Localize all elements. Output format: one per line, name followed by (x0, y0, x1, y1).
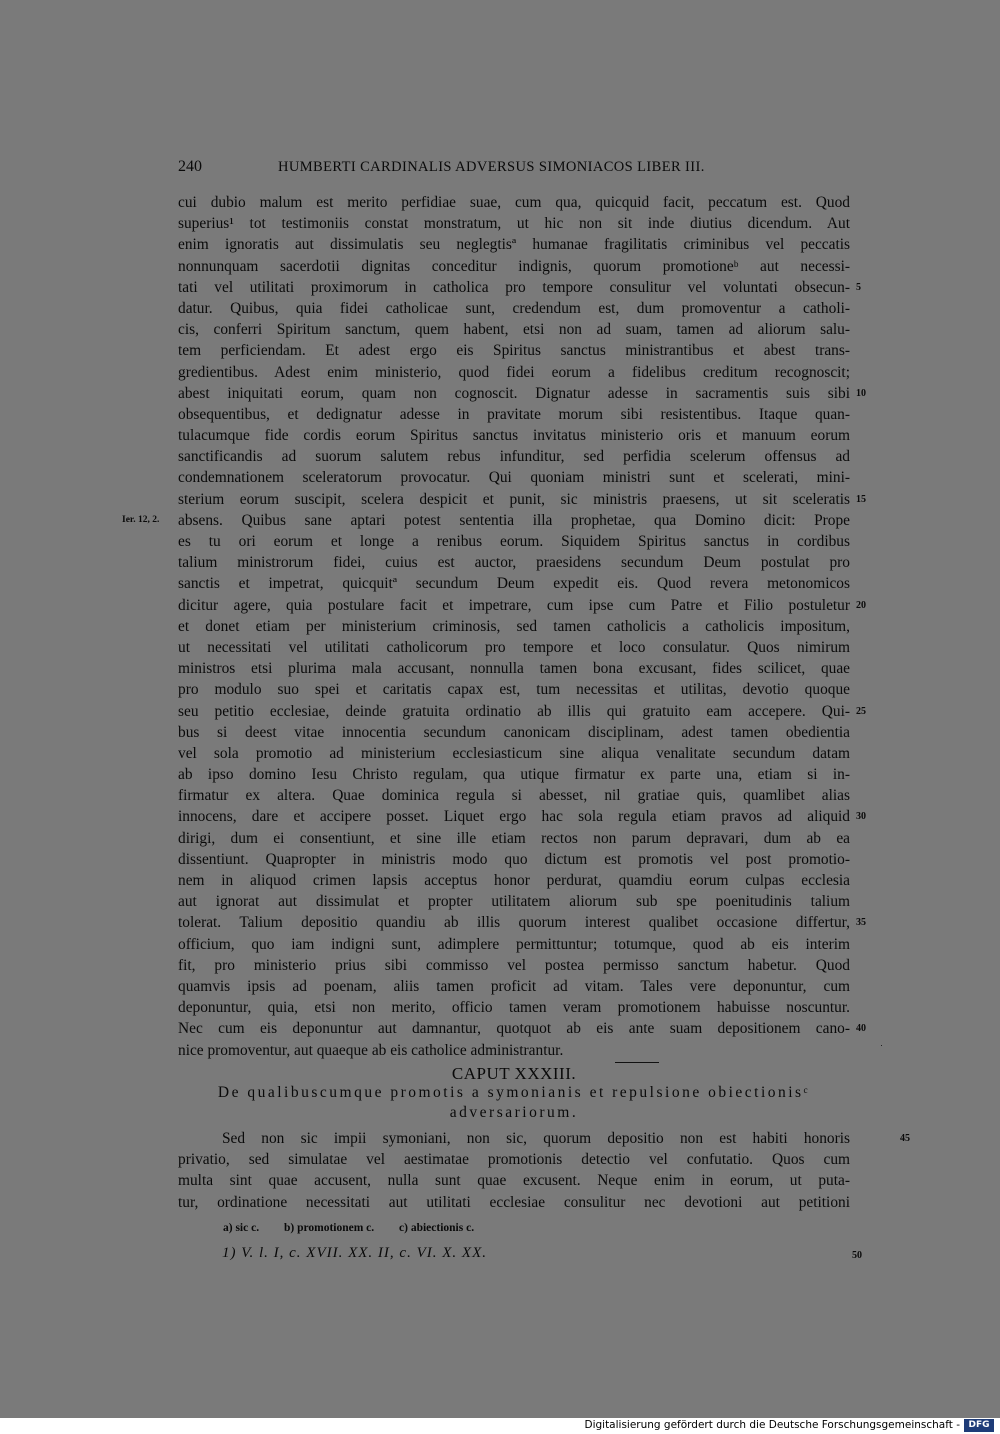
text-line: tati vel utilitati proximorum in catholica pro tempore consulitur vel voluntati obsecun- 5 (178, 277, 850, 298)
text-line: cis, conferri Spiritum sanctum, quem habent, etsi non ad suam, tamen ad aliorum salu- (178, 321, 850, 339)
apparatus-note: b) promotionem c. (283, 1222, 375, 1234)
line-number: 35 (856, 917, 866, 929)
chapter-subtitle (178, 1083, 850, 1123)
text-line: dissentiunt. Quapropter in ministris modo quo dictum est promotis vel post promotio- (178, 850, 850, 868)
apparatus-note: a) sic c. (223, 1222, 260, 1234)
text-line: pro modulo suo spei et caritatis capax est, tum necessitas et utilitas, devotio quoque (178, 681, 850, 699)
page-number: 240 (178, 158, 202, 175)
text-line: superius¹ tot testimoniis constat monstratum, ut hic non sit inde diutius dicendum. Aut (178, 215, 850, 233)
text-line: es tu ori eorum et longe a renibus eorum. Siquidem Spiritus sanctus in cordibus (178, 533, 850, 550)
funding-text: Digitalisierung gefördert durch die Deutsche Forschungsgemeinschaft - (584, 1419, 960, 1431)
text-line: gredientibus. Adest enim ministerio, quod fidei eorum a fidelibus creditum recognoscit; (178, 363, 850, 381)
text-line: bus si deest vitae innocentia secundum canonicam disciplinam, adest tamen obedientia (178, 723, 850, 741)
source-references: 1) V. l. I, c. XVII. XX. II, c. VI. X. XX. (222, 1245, 487, 1261)
line-number: 10 (856, 387, 866, 399)
funding-footer (0, 1418, 1000, 1434)
text-line: tolerat. Talium depositio quandiu ab illis quorum interest qualibet occasione differtur, 35 (178, 912, 850, 933)
text-line: cui dubio malum est merito perfidiae suae, cum qua, quicquid facit, peccatum est. Quod (178, 194, 850, 211)
apparatus-note: c) abiectionis c. (399, 1222, 475, 1234)
text-line: dirigi, dum ei consentiunt, et sine ille etiam rectos non parum depravari, dum ab ea (178, 829, 850, 847)
running-title: HUMBERTI CARDINALIS ADVERSUS SIMONIACOS LIBER III. (278, 159, 705, 175)
text-line: datur. Quibus, quia fidei catholicae sunt, credendum est, dum promoventur a catholi- (178, 299, 850, 317)
text-line: privatio, sed simulatae vel aestimatae promotionis detectio vel confutatio. Quos cum (178, 1151, 850, 1169)
critical-apparatus (223, 1222, 496, 1234)
text-line: nem in aliquod crimen lapsis acceptus honor perdurat, quamdiu eorum culpas ecclesia (178, 872, 850, 889)
text-line: sanctis et impetrat, quicquitª secundum Deum expedit eis. Quod revera metonomicos (178, 575, 850, 593)
text-line: officium, quo iam indigni sunt, adimplere permittuntur; totumque, quod ab eis interim (178, 935, 850, 953)
line-number: 5 (856, 281, 861, 293)
text-line: Sed non sic impii symoniani, non sic, quorum depositio non est habiti honoris 45 (178, 1128, 850, 1149)
text-line: abest iniquitati eorum, quam non cognoscit. Dignatur adesse in sacramentis suis sibi 10 (178, 383, 850, 404)
text-line: vel sola promotio ad ministerium ecclesiasticum sine aliqua venalitate secundum datam (178, 744, 850, 762)
text-line: et donet etiam per ministerium criminosis, sed tamen catholicis a catholicis impositum, (178, 617, 850, 635)
text-line: Nec cum eis deponuntur aut damnantur, quotquot ab eis ante suam depositionem cano- 40 (178, 1018, 850, 1039)
chapter-text (178, 1128, 910, 1213)
text-line: sterium eorum suscipit, scelera despicit et punit, sic ministris praesens, ut sit sceleratis 15 (178, 489, 850, 510)
main-text (122, 192, 866, 1061)
line-number: 15 (856, 493, 866, 505)
text-line: enim ignoratis aut dissimulatis seu neglegtisª humanae fragilitatis criminibus vel peccatis (178, 236, 850, 254)
chapter-title: CAPUT XXXIII. (451, 1064, 577, 1083)
text-line: fit, pro ministerio prius sibi commisso vel postea permisso sanctum habetur. Quod (178, 956, 850, 974)
text-line: ab ipso domino Iesu Christo regulam, qua utique firmatur ex parte una, etiam si in- (178, 766, 850, 784)
text-line: seu petitio ecclesiae, deinde gratuita ordinatio ab illis qui gratuito eam accepere. Qui- 25 (178, 701, 850, 722)
text-line: firmatur ex altera. Quae dominica regula si abesset, nil gratiae quis, quamlibet alias (178, 787, 850, 805)
line-number: 40 (856, 1023, 866, 1035)
text-line: tur, ordinatione necessitati aut utilitati ecclesiae consulitur nec devotioni aut petitioni (178, 1193, 850, 1211)
chapter-subtitle-line: De qualibuscumque promotis a symonianis et repulsione obiectionisᶜ (217, 1084, 811, 1101)
text-line: condemnationem sceleratorum provocatur. Qui quoniam ministri sunt et scelerati, mini- (178, 469, 850, 487)
text-line: sanctificandis ad suorum salutem rebus infunditur, sed perfidia scelerum offensus ad (178, 448, 850, 466)
text-line: innocens, dare et accipere posset. Liquet ergo hac sola regula etiam pravos ad aliquid 30 (178, 806, 850, 827)
text-line: tulacumque fide cordis eorum Spiritus sanctus invitatus ministerio oris et manuum eorum (178, 427, 850, 445)
margin-tick (881, 1045, 882, 1046)
marginal-reference: Ier. 12, 2. (122, 514, 160, 525)
line-number: 25 (856, 705, 866, 717)
text-line: multa sint quae accusent, nulla sunt quae excusent. Neque enim in eorum, ut puta- (178, 1172, 850, 1190)
text-line: deponuntur, quia, etsi non merito, officio tamen veram promotionem habuisse noscuntur. (178, 999, 850, 1017)
text-line: tem perficiendam. Et adest ergo eis Spiritus sanctus ministrantibus et abest trans- (178, 342, 850, 360)
text-line: aut ignorat aut dissimulat et propter utilitatem aliorum sub spe poenitudinis talium (178, 893, 850, 911)
separator-rule (615, 1062, 659, 1063)
text-line: nice promoventur, aut quaeque ab eis catholice administrantur. (178, 1041, 564, 1059)
text-line: ut necessitati vel utilitati catholicorum pro tempore et loco consulatur. Quos nimirum (178, 638, 850, 656)
dfg-logo-icon[interactable]: DFG (964, 1419, 994, 1432)
line-number: 20 (856, 599, 866, 611)
running-header (178, 158, 850, 180)
text-line: quamvis ipsis ad poenam, aliis tamen proficit ad vitam. Tales vere deponuntur, cum (178, 977, 850, 995)
line-number: 50 (852, 1250, 862, 1261)
line-number: 45 (900, 1133, 910, 1144)
text-line: Ier. 12, 2. absens. Quibus sane aptari potest sententia illa prophetae, qua Domino dicit: Prope (178, 510, 850, 531)
chapter-subtitle-line: adversariorum. (449, 1104, 579, 1121)
text-line: nonnunquam sacerdotii dignitas conceditur indignis, quorum promotioneᵇ aut necessi- (178, 257, 850, 275)
text-line: talium ministrorum fidei, cuius est auctor, praesidens secundum Deum postulat pro (178, 554, 850, 572)
text-line: ministros etsi plurima mala accusant, nonnulla tamen bona excusant, fides scilicet, quae (178, 660, 850, 678)
text-line: dicitur agere, quia postulare facit et impetrare, cum ipse cum Patre et Filio postuletur 20 (178, 595, 850, 616)
text-line: obsequentibus, et dedignatur adesse in pravitate morum sibi resistentibus. Itaque quan- (178, 405, 850, 423)
line-number: 30 (856, 811, 866, 823)
